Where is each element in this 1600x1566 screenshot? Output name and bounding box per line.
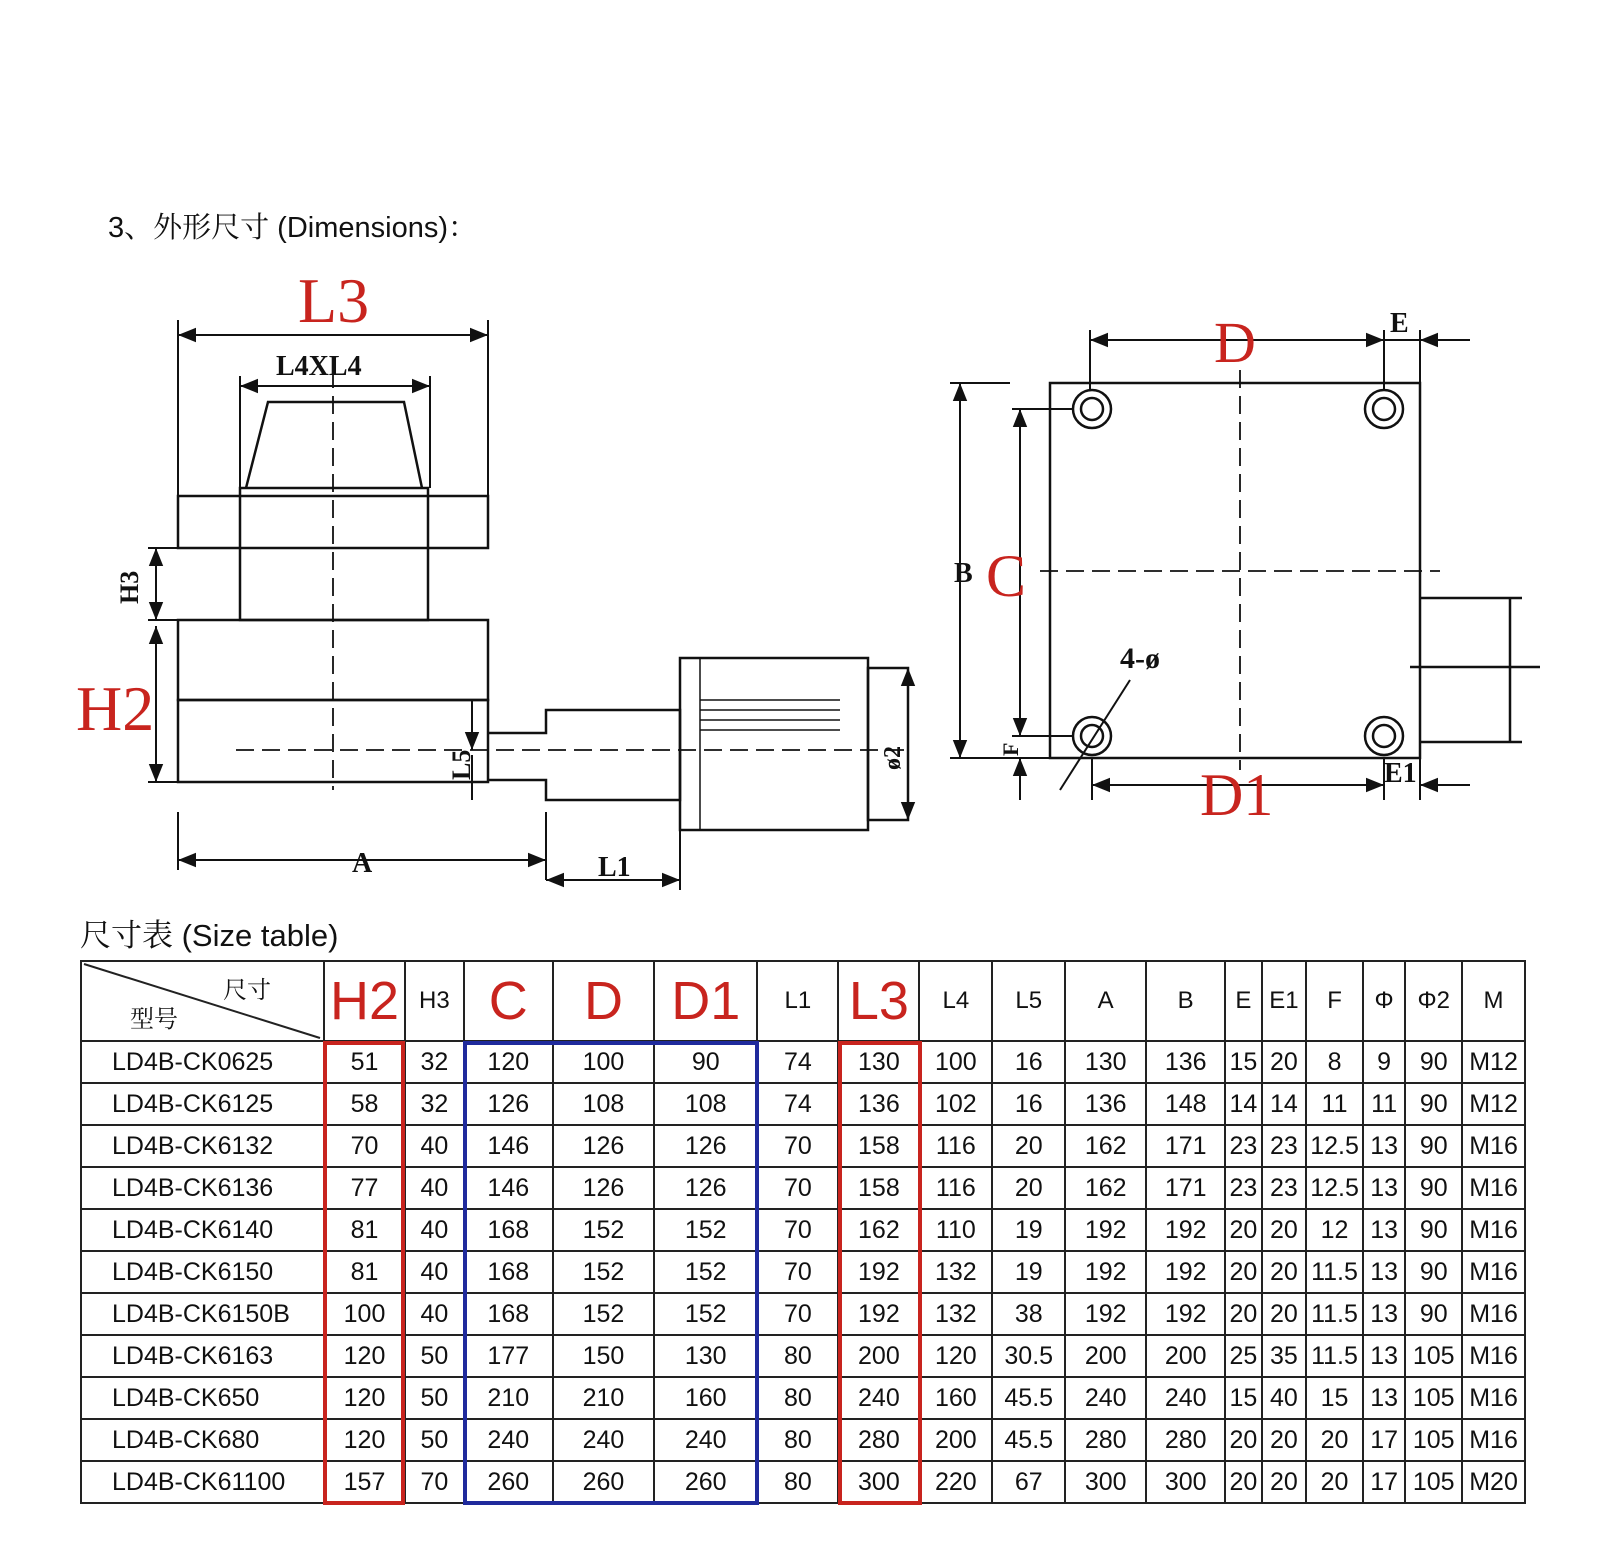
value-cell: 126	[553, 1125, 654, 1167]
value-cell: 11.5	[1306, 1251, 1363, 1293]
value-cell: M16	[1462, 1419, 1525, 1461]
value-cell: 120	[324, 1377, 405, 1419]
value-cell: 67	[992, 1461, 1065, 1503]
value-cell: 50	[405, 1419, 464, 1461]
label-E1: E1	[1384, 758, 1417, 789]
value-cell: 90	[654, 1041, 757, 1083]
value-cell: 16	[992, 1041, 1065, 1083]
holder-column	[240, 488, 428, 620]
value-cell: 105	[1405, 1419, 1462, 1461]
value-cell: 152	[654, 1251, 757, 1293]
value-cell: 146	[464, 1125, 553, 1167]
column-header: D	[553, 961, 654, 1041]
value-cell: 152	[553, 1209, 654, 1251]
value-cell: 90	[1405, 1209, 1462, 1251]
value-cell: 105	[1405, 1461, 1462, 1503]
column-header: M	[1462, 961, 1525, 1041]
value-cell: 80	[757, 1419, 838, 1461]
value-cell: 40	[405, 1251, 464, 1293]
value-cell: 70	[757, 1209, 838, 1251]
value-cell: 120	[919, 1335, 992, 1377]
bolt-holes	[1073, 390, 1403, 755]
value-cell: M12	[1462, 1083, 1525, 1125]
value-cell: 90	[1405, 1251, 1462, 1293]
value-cell: 168	[464, 1251, 553, 1293]
value-cell: 280	[1065, 1419, 1146, 1461]
column-header: L4	[919, 961, 992, 1041]
value-cell: 168	[464, 1209, 553, 1251]
value-cell: 136	[1146, 1041, 1225, 1083]
value-cell: 74	[757, 1041, 838, 1083]
value-cell: 50	[405, 1335, 464, 1377]
value-cell: 81	[324, 1209, 405, 1251]
label-L5: L5	[447, 749, 476, 780]
table-corner-cell	[81, 961, 324, 1041]
value-cell: 11.5	[1306, 1335, 1363, 1377]
value-cell: 177	[464, 1335, 553, 1377]
value-cell: 40	[405, 1209, 464, 1251]
column-header: H2	[324, 961, 405, 1041]
value-cell: 240	[1146, 1377, 1225, 1419]
model-cell: LD4B-CK61100	[81, 1461, 324, 1503]
table-row	[81, 1293, 1525, 1335]
value-cell: 11	[1363, 1083, 1406, 1125]
value-cell: 171	[1146, 1167, 1225, 1209]
value-cell: 192	[838, 1293, 919, 1335]
value-cell: 15	[1225, 1377, 1261, 1419]
value-cell: 23	[1225, 1125, 1261, 1167]
label-B: B	[954, 558, 973, 589]
value-cell: 162	[1065, 1167, 1146, 1209]
value-cell: 70	[757, 1251, 838, 1293]
value-cell: M16	[1462, 1251, 1525, 1293]
corner-top-label: 尺寸	[223, 977, 272, 1004]
label-L4XL4: L4XL4	[276, 351, 362, 382]
label-E: E	[1390, 308, 1409, 339]
section-heading: 3、外形尺寸 (Dimensions)：	[108, 212, 477, 244]
value-cell: 32	[405, 1041, 464, 1083]
value-cell: 132	[919, 1293, 992, 1335]
value-cell: 20	[1225, 1293, 1261, 1335]
model-cell: LD4B-CK6150B	[81, 1293, 324, 1335]
value-cell: 35	[1262, 1335, 1307, 1377]
value-cell: 20	[1262, 1209, 1307, 1251]
value-cell: 162	[1065, 1125, 1146, 1167]
value-cell: 77	[324, 1167, 405, 1209]
value-cell: 105	[1405, 1335, 1462, 1377]
table-row	[81, 1335, 1525, 1377]
value-cell: 20	[1225, 1209, 1261, 1251]
column-header: B	[1146, 961, 1225, 1041]
value-cell: 13	[1363, 1125, 1406, 1167]
value-cell: 260	[553, 1461, 654, 1503]
model-cell: LD4B-CK6125	[81, 1083, 324, 1125]
value-cell: 40	[405, 1293, 464, 1335]
value-cell: 13	[1363, 1209, 1406, 1251]
value-cell: 20	[1262, 1041, 1307, 1083]
value-cell: 50	[405, 1377, 464, 1419]
value-cell: 152	[553, 1293, 654, 1335]
value-cell: 13	[1363, 1167, 1406, 1209]
value-cell: 8	[1306, 1041, 1363, 1083]
value-cell: 210	[464, 1377, 553, 1419]
value-cell: 210	[553, 1377, 654, 1419]
column-header: L1	[757, 961, 838, 1041]
value-cell: 116	[919, 1125, 992, 1167]
corner-diagonal	[82, 962, 322, 1040]
shaft	[488, 710, 680, 800]
label-A: A	[352, 848, 373, 879]
value-cell: 11.5	[1306, 1293, 1363, 1335]
value-cell: 70	[405, 1461, 464, 1503]
value-cell: 260	[464, 1461, 553, 1503]
value-cell: 200	[919, 1419, 992, 1461]
value-cell: 105	[1405, 1377, 1462, 1419]
value-cell: 192	[838, 1251, 919, 1293]
value-cell: 80	[757, 1461, 838, 1503]
column-header: H3	[405, 961, 464, 1041]
value-cell: 90	[1405, 1083, 1462, 1125]
label-D1: D1	[1200, 762, 1274, 828]
value-cell: 13	[1363, 1377, 1406, 1419]
value-cell: 23	[1262, 1125, 1307, 1167]
value-cell: 17	[1363, 1419, 1406, 1461]
value-cell: 58	[324, 1083, 405, 1125]
value-cell: 80	[757, 1335, 838, 1377]
value-cell: 19	[992, 1209, 1065, 1251]
value-cell: 100	[553, 1041, 654, 1083]
value-cell: 20	[1262, 1251, 1307, 1293]
value-cell: 70	[757, 1293, 838, 1335]
value-cell: 14	[1225, 1083, 1261, 1125]
value-cell: 260	[654, 1461, 757, 1503]
value-cell: 126	[654, 1167, 757, 1209]
table-row	[81, 1125, 1525, 1167]
label-L3: L3	[298, 265, 370, 336]
value-cell: 146	[464, 1167, 553, 1209]
value-cell: 100	[324, 1293, 405, 1335]
value-cell: 90	[1405, 1167, 1462, 1209]
value-cell: 160	[654, 1377, 757, 1419]
motor-body	[680, 658, 868, 830]
value-cell: 158	[838, 1125, 919, 1167]
value-cell: 300	[1065, 1461, 1146, 1503]
value-cell: M16	[1462, 1335, 1525, 1377]
value-cell: 192	[1065, 1293, 1146, 1335]
value-cell: 38	[992, 1293, 1065, 1335]
table-row	[81, 1251, 1525, 1293]
value-cell: 19	[992, 1251, 1065, 1293]
value-cell: 136	[838, 1083, 919, 1125]
label-D: D	[1214, 310, 1256, 375]
column-header: L5	[992, 961, 1065, 1041]
value-cell: 20	[1225, 1461, 1261, 1503]
value-cell: 13	[1363, 1251, 1406, 1293]
value-cell: 32	[405, 1083, 464, 1125]
value-cell: 20	[1225, 1251, 1261, 1293]
value-cell: 126	[553, 1167, 654, 1209]
label-L1: L1	[598, 852, 631, 883]
value-cell: 20	[992, 1167, 1065, 1209]
value-cell: M12	[1462, 1041, 1525, 1083]
column-header: D1	[654, 961, 757, 1041]
column-header: L3	[838, 961, 919, 1041]
value-cell: M20	[1462, 1461, 1525, 1503]
value-cell: 126	[464, 1083, 553, 1125]
value-cell: 110	[919, 1209, 992, 1251]
value-cell: 192	[1146, 1251, 1225, 1293]
value-cell: 23	[1262, 1167, 1307, 1209]
value-cell: 13	[1363, 1293, 1406, 1335]
motor-cap	[868, 668, 908, 820]
label-F: F	[998, 742, 1023, 756]
value-cell: 20	[1225, 1419, 1261, 1461]
value-cell: 192	[1065, 1209, 1146, 1251]
value-cell: M16	[1462, 1293, 1525, 1335]
value-cell: 70	[324, 1125, 405, 1167]
value-cell: 20	[1262, 1461, 1307, 1503]
value-cell: 45.5	[992, 1377, 1065, 1419]
holder-cap	[246, 402, 422, 488]
size-table	[80, 960, 1526, 1504]
column-header: C	[464, 961, 553, 1041]
value-cell: M16	[1462, 1377, 1525, 1419]
value-cell: 14	[1262, 1083, 1307, 1125]
value-cell: 70	[757, 1125, 838, 1167]
value-cell: M16	[1462, 1125, 1525, 1167]
value-cell: 12	[1306, 1209, 1363, 1251]
label-C: C	[986, 543, 1027, 609]
value-cell: 200	[1065, 1335, 1146, 1377]
value-cell: 130	[838, 1041, 919, 1083]
model-cell: LD4B-CK680	[81, 1419, 324, 1461]
corner-bottom-label: 型号	[130, 1006, 178, 1033]
top-view-arm	[1410, 598, 1540, 742]
value-cell: 300	[1146, 1461, 1225, 1503]
value-cell: 240	[838, 1377, 919, 1419]
value-cell: 280	[838, 1419, 919, 1461]
value-cell: 15	[1306, 1377, 1363, 1419]
value-cell: 17	[1363, 1461, 1406, 1503]
label-holes: 4-ø	[1120, 642, 1160, 675]
value-cell: 280	[1146, 1419, 1225, 1461]
table-row	[81, 1167, 1525, 1209]
value-cell: 148	[1146, 1083, 1225, 1125]
column-header: A	[1065, 961, 1146, 1041]
value-cell: 240	[654, 1419, 757, 1461]
value-cell: 240	[553, 1419, 654, 1461]
value-cell: 81	[324, 1251, 405, 1293]
column-header: E1	[1262, 961, 1307, 1041]
model-cell: LD4B-CK6150	[81, 1251, 324, 1293]
table-row	[81, 1041, 1525, 1083]
value-cell: 136	[1065, 1083, 1146, 1125]
value-cell: 120	[464, 1041, 553, 1083]
value-cell: 116	[919, 1167, 992, 1209]
value-cell: 160	[919, 1377, 992, 1419]
label-phi2: ø2	[880, 746, 906, 770]
value-cell: 126	[654, 1125, 757, 1167]
value-cell: M16	[1462, 1209, 1525, 1251]
value-cell: 162	[838, 1209, 919, 1251]
value-cell: 130	[1065, 1041, 1146, 1083]
value-cell: 132	[919, 1251, 992, 1293]
value-cell: 152	[654, 1209, 757, 1251]
table-row	[81, 1419, 1525, 1461]
value-cell: 12.5	[1306, 1167, 1363, 1209]
table-row	[81, 1377, 1525, 1419]
value-cell: 200	[838, 1335, 919, 1377]
value-cell: 70	[757, 1167, 838, 1209]
value-cell: 108	[553, 1083, 654, 1125]
value-cell: 40	[405, 1167, 464, 1209]
label-H2: H2	[76, 673, 155, 744]
value-cell: 120	[324, 1335, 405, 1377]
value-cell: 100	[919, 1041, 992, 1083]
value-cell: 20	[1306, 1419, 1363, 1461]
value-cell: 171	[1146, 1125, 1225, 1167]
value-cell: 192	[1065, 1251, 1146, 1293]
column-header: Φ	[1363, 961, 1406, 1041]
value-cell: 152	[553, 1251, 654, 1293]
value-cell: 13	[1363, 1335, 1406, 1377]
model-cell: LD4B-CK650	[81, 1377, 324, 1419]
value-cell: 168	[464, 1293, 553, 1335]
model-cell: LD4B-CK6140	[81, 1209, 324, 1251]
value-cell: 51	[324, 1041, 405, 1083]
value-cell: 20	[1262, 1293, 1307, 1335]
value-cell: 40	[1262, 1377, 1307, 1419]
table-row	[81, 1461, 1525, 1503]
column-header: E	[1225, 961, 1261, 1041]
value-cell: 30.5	[992, 1335, 1065, 1377]
value-cell: 9	[1363, 1041, 1406, 1083]
model-cell: LD4B-CK6163	[81, 1335, 324, 1377]
value-cell: 240	[464, 1419, 553, 1461]
value-cell: 152	[654, 1293, 757, 1335]
model-cell: LD4B-CK0625	[81, 1041, 324, 1083]
value-cell: 90	[1405, 1041, 1462, 1083]
model-cell: LD4B-CK6136	[81, 1167, 324, 1209]
value-cell: 45.5	[992, 1419, 1065, 1461]
value-cell: 11	[1306, 1083, 1363, 1125]
value-cell: 80	[757, 1377, 838, 1419]
value-cell: 130	[654, 1335, 757, 1377]
value-cell: 192	[1146, 1293, 1225, 1335]
table-row	[81, 1083, 1525, 1125]
value-cell: 23	[1225, 1167, 1261, 1209]
column-header: F	[1306, 961, 1363, 1041]
column-header: Φ2	[1405, 961, 1462, 1041]
value-cell: 120	[324, 1419, 405, 1461]
table-row	[81, 1209, 1525, 1251]
value-cell: 200	[1146, 1335, 1225, 1377]
value-cell: 20	[1306, 1461, 1363, 1503]
value-cell: 74	[757, 1083, 838, 1125]
model-cell: LD4B-CK6132	[81, 1125, 324, 1167]
value-cell: 300	[838, 1461, 919, 1503]
value-cell: 20	[992, 1125, 1065, 1167]
value-cell: 25	[1225, 1335, 1261, 1377]
value-cell: 220	[919, 1461, 992, 1503]
value-cell: 40	[405, 1125, 464, 1167]
value-cell: 240	[1065, 1377, 1146, 1419]
value-cell: 157	[324, 1461, 405, 1503]
value-cell: 15	[1225, 1041, 1261, 1083]
size-table-heading: 尺寸表 (Size table)	[80, 918, 339, 953]
value-cell: 158	[838, 1167, 919, 1209]
value-cell: 150	[553, 1335, 654, 1377]
value-cell: 12.5	[1306, 1125, 1363, 1167]
value-cell: 16	[992, 1083, 1065, 1125]
value-cell: 108	[654, 1083, 757, 1125]
value-cell: 20	[1262, 1419, 1307, 1461]
value-cell: 102	[919, 1083, 992, 1125]
label-H3: H3	[115, 570, 144, 604]
value-cell: 90	[1405, 1125, 1462, 1167]
value-cell: 90	[1405, 1293, 1462, 1335]
value-cell: M16	[1462, 1167, 1525, 1209]
value-cell: 192	[1146, 1209, 1225, 1251]
